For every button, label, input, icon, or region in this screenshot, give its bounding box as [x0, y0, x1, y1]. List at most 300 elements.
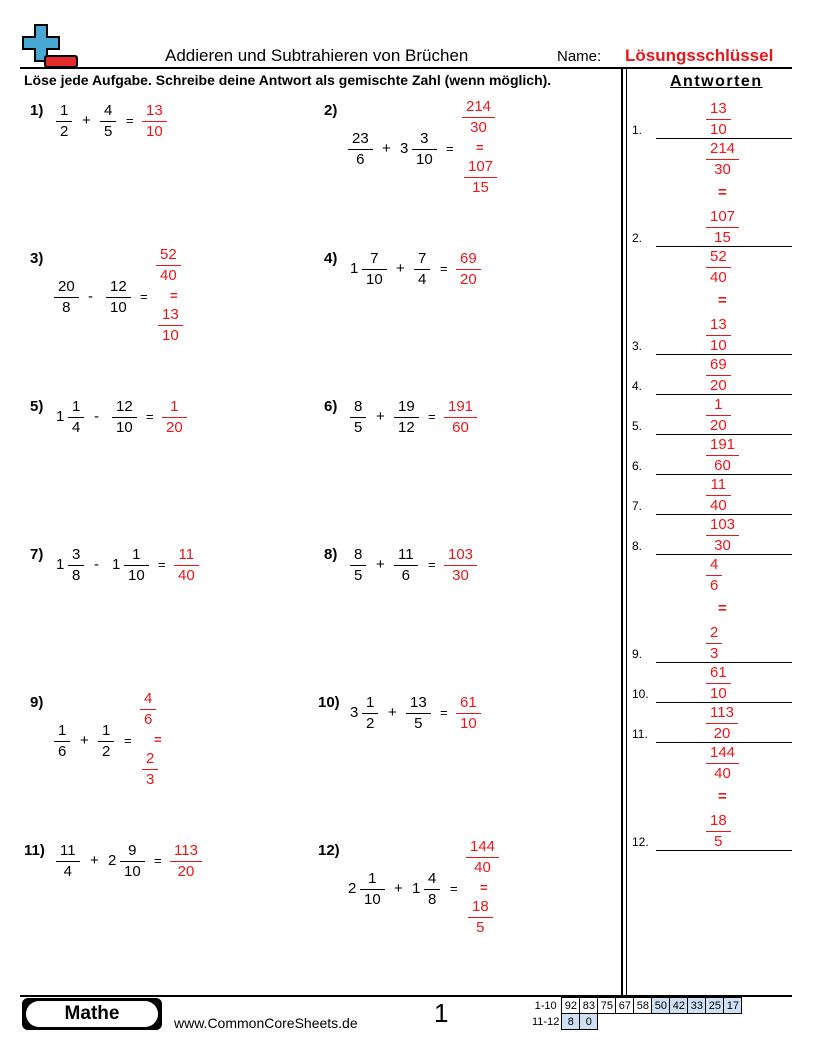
score-cell: 58 [634, 998, 652, 1014]
answer-fraction [140, 690, 156, 729]
answer-column-divider-2 [626, 69, 627, 995]
answer-key-fraction-denominator: 10 [710, 685, 727, 702]
answer-number: 9. [632, 647, 643, 661]
equals-sign: = [126, 113, 134, 128]
answer-key-simplified-fraction [706, 208, 739, 247]
answer-key-simplified-fraction-numerator: 107 [710, 208, 736, 225]
score-range: 1-10 [534, 999, 557, 1012]
operator: + [376, 556, 385, 573]
answer-fraction [170, 842, 202, 881]
simplified-answer-fraction [468, 898, 493, 937]
score-table [530, 997, 742, 1030]
fraction-a-numerator: 8 [354, 546, 363, 563]
score-cell: 33 [688, 998, 706, 1014]
operator: + [90, 852, 99, 869]
fraction-b-numerator: 12 [110, 278, 127, 295]
score-cell: 25 [706, 998, 724, 1014]
answer-fraction-numerator: 191 [448, 398, 474, 415]
answer-fraction-bar [156, 265, 181, 266]
instructions: Löse jede Aufgabe. Schreibe deine Antwort als gemischte Zahl (wenn möglich). [24, 72, 552, 88]
score-cell: 0 [580, 1014, 598, 1030]
answer-fraction-denominator: 10 [460, 715, 477, 732]
answer-key-fraction-numerator: 61 [710, 664, 727, 681]
answer-fraction [444, 398, 477, 437]
simplified-answer-fraction-bar [158, 325, 183, 326]
answer-key-fraction-denominator: 30 [714, 161, 731, 178]
whole-number: 3 [400, 140, 409, 157]
operator: + [80, 732, 89, 749]
whole-number: 1 [350, 260, 359, 277]
answer-fraction-denominator: 10 [146, 123, 163, 140]
operator: + [396, 260, 405, 277]
fraction-b-denominator: 8 [428, 891, 437, 908]
fraction-a-numerator: 7 [370, 250, 379, 267]
answer-key-fraction-numerator: 69 [710, 356, 727, 373]
fraction-b-denominator: 2 [102, 743, 111, 760]
answer-fraction [162, 398, 187, 437]
problem-label: 12) [318, 842, 340, 859]
answer-fraction-denominator: 40 [160, 267, 177, 284]
answer-key-fraction-bar [706, 119, 731, 120]
answer-key-fraction-numerator: 191 [710, 436, 736, 453]
fraction-a-denominator: 5 [354, 419, 363, 436]
fraction-b-numerator: 11 [398, 546, 414, 563]
fraction-a [362, 250, 387, 289]
answer-key-fraction-bar [706, 575, 722, 576]
answer-key-simplified-fraction-numerator: 18 [710, 812, 727, 829]
fraction-b-bar [112, 417, 137, 418]
brand-pill: Mathe [26, 1001, 158, 1027]
equals-sign-answer: = [170, 288, 178, 303]
fraction-b-denominator: 10 [128, 567, 145, 584]
answer-key-fraction-bar [706, 495, 731, 496]
fraction-b-denominator: 10 [416, 151, 433, 168]
answer-key-fraction-bar [706, 375, 731, 376]
answer-key-fraction-numerator: 1 [714, 396, 723, 413]
problem-label: 4) [324, 250, 338, 267]
fraction-b [394, 546, 418, 585]
answer-number: 3. [632, 339, 643, 353]
fraction-a-denominator: 6 [58, 743, 67, 760]
equals-sign: = [146, 409, 154, 424]
answer-key-fraction [706, 476, 731, 515]
fraction-b-bar [106, 297, 131, 298]
answer-fraction-bar [140, 709, 156, 710]
simplified-answer-fraction-bar [464, 177, 497, 178]
answer-key-fraction-denominator: 60 [714, 457, 731, 474]
answer-line [656, 514, 792, 515]
score-cell: 17 [724, 998, 742, 1014]
fraction-b-denominator: 5 [414, 715, 423, 732]
answer-fraction-denominator: 40 [178, 567, 195, 584]
answer-key-simplified-fraction [706, 316, 731, 355]
score-cell: 50 [652, 998, 670, 1014]
answer-key-equals: = [718, 184, 727, 201]
answer-line [656, 246, 792, 247]
answer-key-fraction [706, 356, 731, 395]
plus-minus-logo-icon [22, 22, 80, 70]
answer-fraction-bar [170, 861, 202, 862]
operator: + [382, 140, 391, 157]
answer-key-fraction-numerator: 13 [710, 100, 727, 117]
fraction-b [112, 398, 137, 437]
simplified-answer-fraction-numerator: 13 [162, 306, 179, 323]
operator: - [94, 408, 99, 425]
answer-key-fraction-bar [706, 267, 731, 268]
equals-sign-answer: = [154, 732, 162, 747]
equals-sign: = [440, 261, 448, 276]
page-number: 1 [434, 998, 449, 1028]
fraction-b [100, 102, 116, 141]
fraction-a [350, 398, 366, 437]
fraction-a [362, 694, 378, 733]
fraction-a-numerator: 1 [368, 870, 377, 887]
answer-key-simplified-fraction-bar [706, 335, 731, 336]
answer-fraction-denominator: 60 [452, 419, 469, 436]
fraction-a-denominator: 5 [354, 567, 363, 584]
answer-key-simplified-fraction [706, 812, 731, 851]
answer-fraction-numerator: 69 [460, 250, 477, 267]
fraction-b-denominator: 10 [116, 419, 133, 436]
fraction-b-numerator: 13 [410, 694, 427, 711]
answer-fraction-bar [456, 269, 481, 270]
answer-number: 8. [632, 539, 643, 553]
answer-fraction-denominator: 20 [166, 419, 183, 436]
answer-key-fraction-numerator: 4 [710, 556, 719, 573]
answer-key-fraction-numerator: 103 [710, 516, 736, 533]
fraction-b-numerator: 4 [104, 102, 113, 119]
answer-fraction-denominator: 30 [470, 119, 487, 136]
operator: + [388, 704, 397, 721]
answer-fraction-numerator: 103 [448, 546, 474, 563]
answer-key-fraction [706, 744, 739, 783]
equals-sign: = [440, 705, 448, 720]
fraction-a-bar [360, 889, 385, 890]
fraction-a-bar [362, 269, 387, 270]
name-value: Lösungsschlüssel [625, 46, 774, 65]
score-cell: 8 [562, 1014, 580, 1030]
fraction-a-bar [54, 741, 70, 742]
simplified-answer-fraction-bar [142, 769, 158, 770]
equals-sign-answer: = [480, 880, 488, 895]
answer-fraction-denominator: 20 [177, 863, 195, 880]
answer-fraction-numerator: 144 [470, 838, 496, 855]
answer-line [656, 662, 792, 663]
fraction-a-bar [350, 417, 366, 418]
answer-key-simplified-fraction-bar [706, 831, 731, 832]
answer-fraction-numerator: 113 [174, 842, 198, 859]
problem-label: 3) [30, 250, 44, 267]
answer-key-fraction-bar [706, 159, 739, 160]
fraction-a-denominator: 4 [72, 419, 81, 436]
site-url: www.CommonCoreSheets.de [174, 1015, 358, 1031]
fraction-a [348, 130, 373, 169]
answer-key-fraction-bar [706, 415, 731, 416]
simplified-answer-fraction-denominator: 3 [146, 771, 155, 788]
simplified-answer-fraction [158, 306, 183, 345]
answer-fraction-bar [444, 565, 477, 566]
fraction-a [360, 870, 385, 909]
answer-fraction-numerator: 11 [178, 546, 195, 563]
fraction-b-bar [394, 565, 418, 566]
answer-key-fraction [706, 664, 731, 703]
answer-key-fraction-bar [706, 455, 739, 456]
whole-number: 1 [56, 556, 65, 573]
operator: - [88, 288, 93, 305]
score-row [530, 1014, 742, 1030]
answer-fraction-bar [162, 417, 187, 418]
fraction-a-bar [348, 149, 373, 150]
answer-key-fraction-denominator: 6 [710, 577, 719, 594]
answer-key-fraction-denominator: 10 [710, 121, 727, 138]
fraction-b-numerator: 1 [132, 546, 141, 563]
answer-fraction-bar [456, 713, 481, 714]
equals-sign: = [140, 289, 148, 304]
fraction-a-denominator: 2 [366, 715, 375, 732]
whole-number: 3 [350, 704, 359, 721]
fraction-b-bar [412, 149, 437, 150]
answer-key-simplified-fraction-bar [706, 643, 722, 644]
answer-key-fraction-denominator: 40 [714, 765, 731, 782]
answer-key-simplified-fraction-denominator: 5 [714, 833, 723, 850]
fraction-a [56, 102, 72, 141]
answer-fraction [456, 694, 481, 733]
fraction-b [394, 398, 419, 437]
answer-key-fraction-denominator: 40 [710, 497, 727, 514]
simplified-answer-fraction-numerator: 2 [146, 750, 155, 767]
fraction-b-numerator: 12 [116, 398, 133, 415]
equals-sign: = [428, 409, 436, 424]
fraction-a-denominator: 10 [364, 891, 381, 908]
operator: + [394, 880, 403, 897]
fraction-a-denominator: 8 [62, 299, 71, 316]
fraction-a-denominator: 10 [366, 271, 383, 288]
worksheet-title: Addieren und Subtrahieren von Brüchen [165, 46, 469, 65]
fraction-a-bar [54, 297, 79, 298]
fraction-b-denominator: 12 [398, 419, 415, 436]
whole-number: 2 [348, 880, 357, 897]
answer-fraction [444, 546, 477, 585]
answer-key-fraction-bar [706, 683, 731, 684]
answer-line [656, 702, 792, 703]
fraction-a-numerator: 11 [60, 842, 76, 859]
answer-key-fraction-numerator: 52 [710, 248, 727, 265]
problem-label: 7) [30, 546, 44, 563]
answer-fraction [466, 838, 499, 877]
fraction-b-bar [406, 713, 431, 714]
fraction-a [350, 546, 366, 585]
answer-fraction-denominator: 6 [144, 711, 153, 728]
answer-key-fraction [706, 248, 731, 287]
fraction-a-numerator: 8 [354, 398, 363, 415]
fraction-b-denominator: 10 [124, 863, 141, 880]
whole-number: 1 [112, 556, 121, 573]
score-cell: 42 [670, 998, 688, 1014]
operator: + [376, 408, 385, 425]
fraction-b [414, 250, 430, 289]
answer-fraction-numerator: 52 [160, 246, 177, 263]
score-range: 11-12 [532, 1015, 560, 1028]
equals-sign: = [154, 853, 162, 868]
answer-key-fraction-bar [706, 763, 739, 764]
fraction-a-bar [350, 565, 366, 566]
answer-key-simplified-fraction-denominator: 15 [714, 229, 731, 246]
answer-key-fraction [706, 556, 722, 595]
answer-key-fraction [706, 704, 738, 743]
fraction-b-denominator: 10 [110, 299, 127, 316]
answer-fraction [156, 246, 181, 285]
answer-fraction-bar [444, 417, 477, 418]
fraction-b [124, 546, 149, 585]
answer-key-fraction-bar [706, 723, 738, 724]
answer-number: 7. [632, 499, 643, 513]
fraction-b-numerator: 3 [420, 130, 429, 147]
fraction-a-bar [68, 417, 84, 418]
answer-fraction-denominator: 40 [474, 859, 491, 876]
answer-key-fraction-denominator: 20 [710, 417, 727, 434]
answer-fraction-numerator: 214 [466, 98, 492, 115]
answer-fraction-bar [466, 857, 499, 858]
fraction-a-bar [56, 861, 80, 862]
answer-key-simplified-fraction-denominator: 10 [710, 337, 727, 354]
answer-key-fraction-numerator: 214 [710, 140, 736, 157]
answer-key-equals: = [718, 600, 727, 617]
answer-fraction [462, 98, 495, 137]
answer-fraction-bar [142, 121, 167, 122]
answer-fraction-numerator: 4 [144, 690, 153, 707]
answer-line [656, 554, 792, 555]
answer-number: 2. [632, 231, 643, 245]
fraction-a [68, 398, 84, 437]
answer-line [656, 354, 792, 355]
answer-key-equals: = [718, 788, 727, 805]
score-cell: 67 [616, 998, 634, 1014]
fraction-b [412, 130, 437, 169]
fraction-b-denominator: 5 [104, 123, 113, 140]
fraction-b-bar [100, 121, 116, 122]
fraction-b-bar [124, 565, 149, 566]
answer-key-simplified-fraction-denominator: 3 [710, 645, 719, 662]
answer-line [656, 138, 792, 139]
fraction-b [98, 722, 114, 761]
answer-key-fraction [706, 100, 731, 139]
fraction-b [120, 842, 145, 881]
fraction-a-numerator: 1 [366, 694, 375, 711]
whole-number: 1 [56, 408, 65, 425]
answer-key-fraction-denominator: 20 [713, 725, 731, 742]
answer-key-fraction-bar [706, 535, 739, 536]
fraction-a-bar [362, 713, 378, 714]
answer-number: 6. [632, 459, 643, 473]
equals-sign: = [124, 733, 132, 748]
brand-badge [22, 998, 162, 1030]
fraction-b-denominator: 6 [401, 567, 410, 584]
fraction-a-numerator: 3 [72, 546, 81, 563]
fraction-a-numerator: 23 [352, 130, 369, 147]
score-row [530, 998, 742, 1014]
problem-label: 9) [30, 694, 44, 711]
fraction-b-numerator: 9 [128, 842, 137, 859]
fraction-a-numerator: 1 [60, 102, 69, 119]
equals-sign: = [158, 557, 166, 572]
answer-line [656, 474, 792, 475]
whole-number: 2 [108, 852, 117, 869]
fraction-a-denominator: 8 [72, 567, 81, 584]
answer-key-fraction [706, 140, 739, 179]
fraction-b-bar [424, 889, 440, 890]
fraction-a-numerator: 1 [58, 722, 67, 739]
answer-key-simplified-fraction-numerator: 13 [710, 316, 727, 333]
answer-key-fraction-denominator: 30 [714, 537, 731, 554]
answer-fraction-bar [462, 117, 495, 118]
fraction-b-bar [394, 417, 419, 418]
fraction-b-numerator: 1 [102, 722, 111, 739]
answer-fraction-denominator: 20 [460, 271, 477, 288]
simplified-answer-fraction-numerator: 107 [468, 158, 494, 175]
fraction-a [68, 546, 84, 585]
answer-fraction-numerator: 61 [460, 694, 477, 711]
equals-sign: = [450, 881, 458, 896]
fraction-a [54, 278, 79, 317]
problem-label: 2) [324, 102, 338, 119]
fraction-a-denominator: 4 [63, 863, 72, 880]
answer-key-fraction-numerator: 11 [710, 476, 727, 493]
simplified-answer-fraction-denominator: 10 [162, 327, 179, 344]
whole-number: 1 [412, 880, 421, 897]
answer-key-fraction [706, 436, 739, 475]
fraction-b-numerator: 19 [398, 398, 415, 415]
fraction-a-bar [56, 121, 72, 122]
score-cell: 75 [598, 998, 616, 1014]
simplified-answer-fraction-denominator: 5 [476, 919, 485, 936]
fraction-b-bar [120, 861, 145, 862]
problem-label: 1) [30, 102, 44, 119]
fraction-b-numerator: 7 [418, 250, 427, 267]
score-cell: 92 [562, 998, 580, 1014]
answer-fraction [174, 546, 199, 585]
answer-fraction-numerator: 1 [170, 398, 179, 415]
answer-number: 10. [632, 687, 649, 701]
name-label: Name: [557, 48, 602, 65]
equals-sign: = [446, 141, 454, 156]
operator: - [94, 556, 99, 573]
header-rule [20, 67, 792, 69]
simplified-answer-fraction [464, 158, 497, 197]
answer-line [656, 850, 792, 851]
equals-sign: = [428, 557, 436, 572]
fraction-b-numerator: 4 [428, 870, 437, 887]
answer-key-fraction-denominator: 20 [710, 377, 727, 394]
answer-fraction-denominator: 30 [452, 567, 469, 584]
score-cell: 83 [580, 998, 598, 1014]
answers-heading: Antworten [670, 73, 763, 90]
fraction-a-denominator: 6 [356, 151, 365, 168]
fraction-a [56, 842, 80, 881]
answer-number: 12. [632, 835, 649, 849]
fraction-a-numerator: 1 [72, 398, 81, 415]
answer-number: 1. [632, 123, 643, 137]
answer-fraction [142, 102, 167, 141]
operator: + [82, 112, 91, 129]
simplified-answer-fraction-numerator: 18 [472, 898, 489, 915]
answer-key-fraction [706, 396, 731, 435]
answer-number: 5. [632, 419, 643, 433]
fraction-b-bar [414, 269, 430, 270]
fraction-a-bar [68, 565, 84, 566]
problem-label: 11) [24, 842, 45, 859]
problem-label: 6) [324, 398, 338, 415]
simplified-answer-fraction-bar [468, 917, 493, 918]
